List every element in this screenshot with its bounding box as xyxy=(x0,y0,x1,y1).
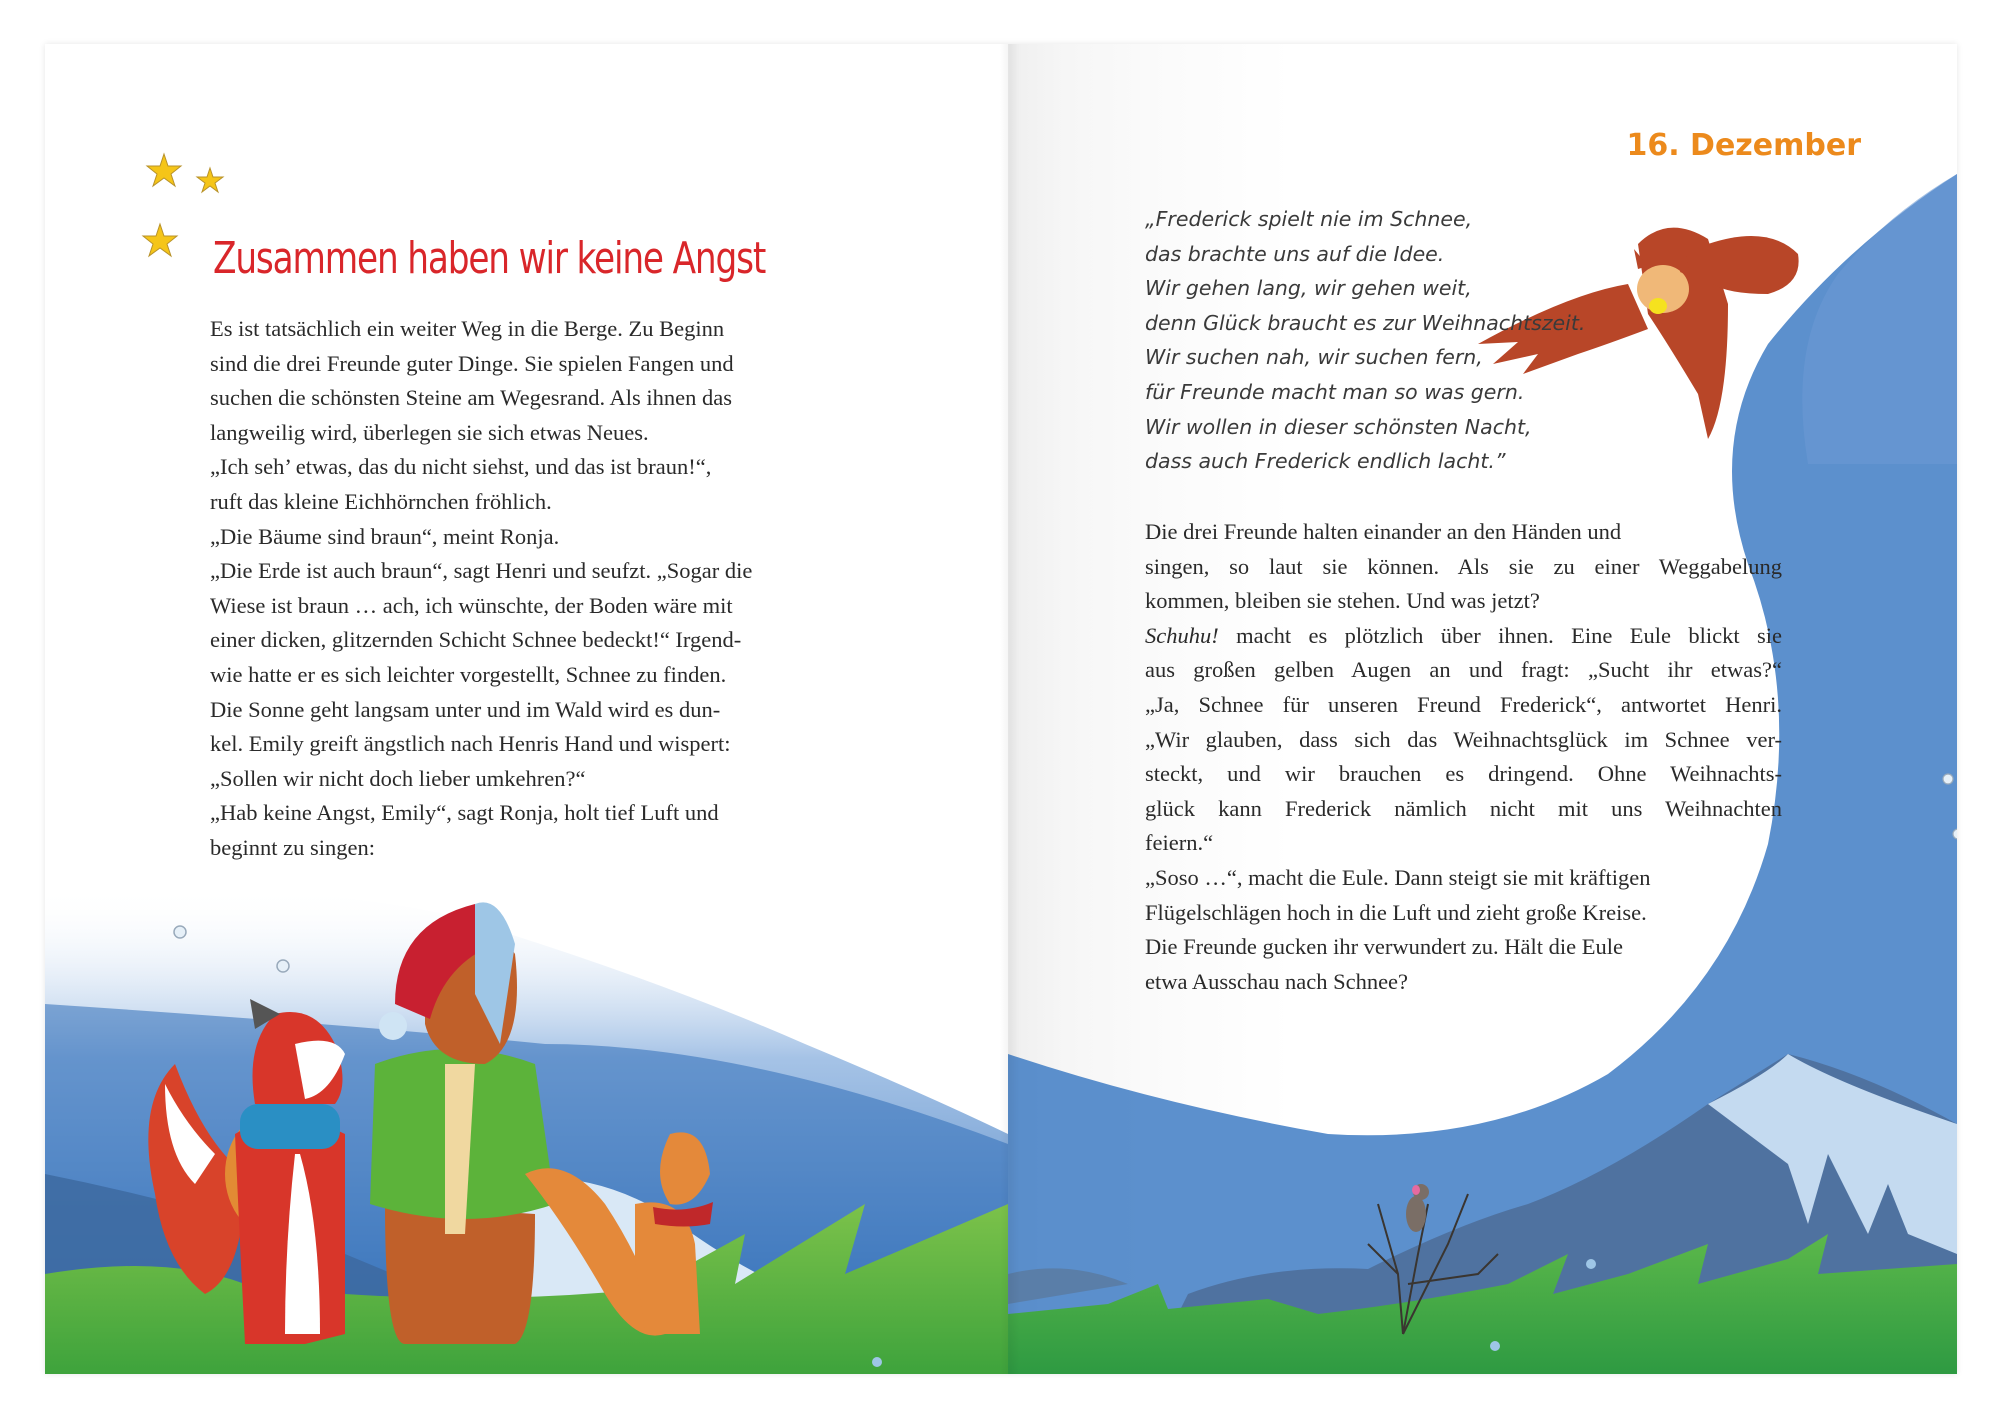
text-line: ruft das kleine Eichhörnchen fröhlich. xyxy=(210,488,552,514)
text-line: Die Freunde gucken ihr verwundert zu. Hält die Eule xyxy=(1145,934,1623,960)
text-line: langweilig wird, überlegen sie sich etwas Neues. xyxy=(210,419,649,445)
text-line: Flügelschlägen hoch in die Luft und zieht große Kreise. xyxy=(1145,899,1647,925)
text-line: etwa Ausschau nach Schnee? xyxy=(1145,968,1409,994)
text-line: wie hatte er es sich leichter vorgestellt, Schnee zu finden. xyxy=(210,661,727,687)
text-line: kel. Emily greift ängstlich nach Henris Hand und wispert: xyxy=(210,731,731,757)
calendar-date: 16. Dezember xyxy=(1626,128,1861,163)
song-poem xyxy=(1145,202,1585,479)
text-line: „Hab keine Angst, Emily“, sagt Ronja, holt tief Luft und xyxy=(210,800,719,826)
star-icon xyxy=(147,154,181,186)
text-line: singen, so laut sie können. Als sie zu einer Weggabelung xyxy=(1145,553,1782,579)
text-line: Die Sonne geht langsam unter und im Wald wird es dun- xyxy=(210,696,721,722)
text-line: feiern.“ xyxy=(1145,830,1214,856)
text-line: beginnt zu singen: xyxy=(210,834,375,860)
text-line: „Die Erde ist auch braun“, sagt Henri und seufzt. „Sogar die xyxy=(210,558,753,584)
text-line: Es ist tatsächlich ein weiter Weg in die Berge. Zu Beginn xyxy=(210,316,725,341)
text-line: sind die drei Freunde guter Dinge. Sie spielen Fangen und xyxy=(210,350,734,376)
left-page xyxy=(45,44,1008,1374)
poem-line: „Frederick spielt nie im Schnee, xyxy=(1145,207,1473,231)
text-line: „Ja, Schnee für unseren Freund Frederick“, antwortet Henri. xyxy=(1145,691,1782,717)
story-title: Zusammen haben wir keine Angst xyxy=(213,233,766,285)
left-story-text xyxy=(210,312,753,866)
text-line: glück kann Frederick nämlich nicht mit uns Weihnachten xyxy=(1145,795,1782,821)
poem-line: denn Glück braucht es zur Weihnachtszeit. xyxy=(1145,310,1586,335)
text-line: Die drei Freunde halten einander an den Händen und xyxy=(1145,519,1622,544)
text-line: „Wir glauben, dass sich das Weihnachtsglück im Schnee ver- xyxy=(1145,726,1782,752)
poem-line: Wir suchen nah, wir suchen fern, xyxy=(1145,345,1483,370)
text-line xyxy=(1145,619,1782,654)
text-line: „Soso …“, macht die Eule. Dann steigt sie mit kräftigen xyxy=(1145,864,1651,890)
italic-word: Schuhu! xyxy=(1145,622,1219,648)
text-line: steckt, und wir brauchen es dringend. Ohne Weihnachts- xyxy=(1145,761,1782,787)
text-fragment: macht es plötzlich über ihnen. Eine Eule blickt sie xyxy=(1236,622,1782,648)
poem-line: Wir gehen lang, wir gehen weit, xyxy=(1145,276,1472,301)
text-line: Wiese ist braun … ach, ich wünschte, der Boden wäre mit xyxy=(210,592,733,618)
text-line: suchen die schönsten Steine am Wegesrand. Als ihnen das xyxy=(210,385,733,411)
text-line: kommen, bleiben sie stehen. Und was jetzt? xyxy=(1145,588,1540,614)
star-icon xyxy=(143,224,177,256)
text-line: einer dicken, glitzernden Schicht Schnee bedeckt!“ Irgend- xyxy=(210,627,742,653)
poem-line: für Freunde macht man so was gern. xyxy=(1145,379,1525,404)
text-line: aus großen gelben Augen an und fragt: „Sucht ihr etwas?“ xyxy=(1145,657,1782,683)
text-line: „Sollen wir nicht doch lieber umkehren?“ xyxy=(210,765,586,791)
poem-line: Wir wollen in dieser schönsten Nacht, xyxy=(1145,414,1532,439)
right-story-text xyxy=(1145,515,1782,999)
poem-line: das brachte uns auf die Idee. xyxy=(1145,241,1445,266)
text-line: „Die Bäume sind braun“, meint Ronja. xyxy=(210,523,560,549)
poem-line: dass auch Frederick endlich lacht.” xyxy=(1145,449,1506,474)
star-icon xyxy=(197,168,223,192)
text-line: „Ich seh’ etwas, das du nicht siehst, und das ist braun!“, xyxy=(210,454,712,480)
